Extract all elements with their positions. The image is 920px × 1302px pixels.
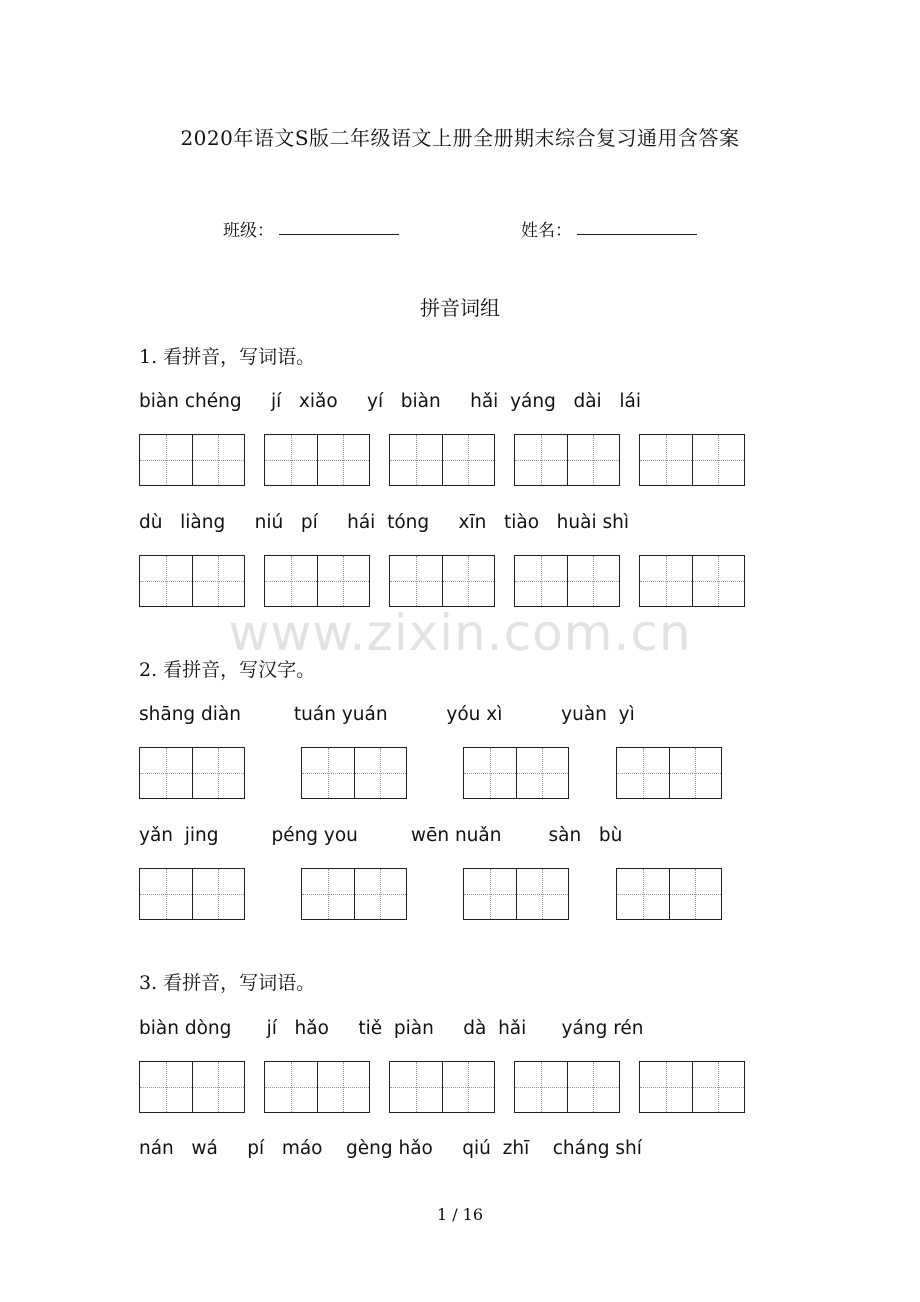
- writing-box[interactable]: [264, 434, 370, 486]
- writing-box[interactable]: [389, 1061, 495, 1113]
- watermark: www.zixin.com.cn: [228, 604, 692, 662]
- name-label: 姓名：: [521, 221, 572, 241]
- writing-box[interactable]: [514, 1061, 620, 1113]
- question-2-pinyin-row-2: yǎn jing péng you wēn nuǎn sàn bù: [139, 825, 623, 846]
- writing-box[interactable]: [139, 868, 245, 920]
- writing-box[interactable]: [463, 868, 569, 920]
- writing-box[interactable]: [639, 434, 745, 486]
- writing-box[interactable]: [301, 747, 407, 799]
- question-1-heading: 1. 看拼音，写词语。: [139, 346, 316, 368]
- writing-box[interactable]: [514, 434, 620, 486]
- writing-box[interactable]: [264, 555, 370, 607]
- page-number: 1 / 16: [436, 1205, 484, 1224]
- writing-box[interactable]: [616, 868, 722, 920]
- writing-box[interactable]: [514, 555, 620, 607]
- question-1-pinyin-row-1: biàn chéng jí xiǎo yí biàn hǎi yáng dài lái: [139, 391, 641, 412]
- writing-box[interactable]: [389, 555, 495, 607]
- writing-box[interactable]: [639, 555, 745, 607]
- writing-box[interactable]: [389, 434, 495, 486]
- name-blank-line[interactable]: [577, 234, 697, 235]
- question-3-pinyin-row-1: biàn dòng jí hǎo tiě piàn dà hǎi yáng rén: [139, 1018, 644, 1039]
- writing-box[interactable]: [616, 747, 722, 799]
- writing-box[interactable]: [139, 434, 245, 486]
- writing-box[interactable]: [139, 1061, 245, 1113]
- writing-box[interactable]: [139, 555, 245, 607]
- writing-box[interactable]: [264, 1061, 370, 1113]
- class-blank-line[interactable]: [279, 234, 399, 235]
- question-2-pinyin-row-1: shāng diàn tuán yuán yóu xì yuàn yì: [139, 704, 635, 725]
- question-3-heading: 3. 看拼音，写词语。: [139, 972, 316, 994]
- writing-box[interactable]: [639, 1061, 745, 1113]
- question-2-heading: 2. 看拼音，写汉字。: [139, 659, 316, 681]
- document-title: 2020年语文S版二年级语文上册全册期末综合复习通用含答案: [180, 126, 740, 150]
- writing-box[interactable]: [463, 747, 569, 799]
- writing-box[interactable]: [301, 868, 407, 920]
- section-title: 拼音词组: [420, 296, 500, 320]
- class-label: 班级：: [223, 221, 274, 241]
- question-3-pinyin-row-2: nán wá pí máo gèng hǎo qiú zhī cháng shí: [139, 1138, 642, 1159]
- question-1-pinyin-row-2: dù liàng niú pí hái tóng xīn tiào huài shì: [139, 512, 629, 533]
- writing-box[interactable]: [139, 747, 245, 799]
